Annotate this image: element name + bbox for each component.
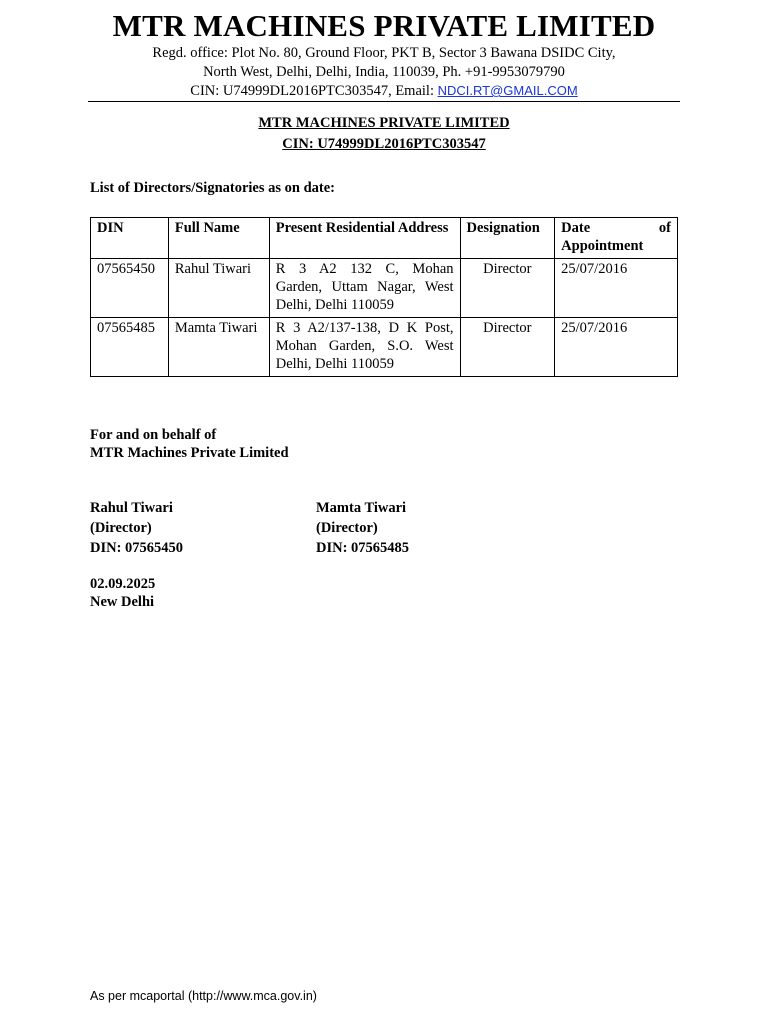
cell-designation: Director	[460, 318, 555, 377]
column-header-date-of-appointment	[555, 218, 678, 259]
signatory-din: DIN: 07565485	[316, 540, 410, 556]
cin-email-line	[0, 82, 768, 100]
list-heading: List of Directors/Signatories as on date:	[90, 180, 335, 196]
column-header-address: Present Residential Address	[269, 218, 460, 259]
date-header-word: Date	[561, 220, 591, 236]
subheading-company-name: MTR MACHINES PRIVATE LIMITED	[258, 115, 510, 131]
date-header-appointment: Appointment	[561, 238, 644, 254]
company-name-title: MTR MACHINES PRIVATE LIMITED	[112, 8, 656, 43]
column-header-full-name: Full Name	[168, 218, 269, 259]
signatory-block-2	[316, 498, 409, 558]
cell-address: R 3 A2/137-138, D K Post, Mohan Garden, S.O. West Delhi, Delhi 110059	[269, 318, 460, 377]
signatory-block-1	[90, 498, 183, 558]
signatory-role: (Director)	[316, 520, 378, 536]
document-date: 02.09.2025	[90, 576, 156, 592]
directors-table	[90, 217, 678, 377]
cell-full-name: Mamta Tiwari	[168, 318, 269, 377]
footer-source-note: As per mcaportal (http://www.mca.gov.in)	[90, 989, 317, 1003]
registered-office-line: Regd. office: Plot No. 80, Ground Floor, PKT B, Sector 3 Bawana DSIDC City,	[152, 45, 616, 61]
table-header-row	[91, 218, 678, 259]
cell-din: 07565485	[91, 318, 169, 377]
date-header-of: of	[658, 220, 671, 236]
header-divider	[88, 101, 680, 102]
cell-din: 07565450	[91, 259, 169, 318]
cell-full-name: Rahul Tiwari	[168, 259, 269, 318]
on-behalf-line: For and on behalf of	[90, 427, 217, 443]
column-header-din: DIN	[91, 218, 169, 259]
cell-designation: Director	[460, 259, 555, 318]
cin-email-prefix: CIN: U74999DL2016PTC303547, Email:	[190, 83, 438, 99]
column-header-designation: Designation	[460, 218, 555, 259]
table-row	[91, 318, 678, 377]
cell-address: R 3 A2 132 C, Mohan Garden, Uttam Nagar, West Delhi, Delhi 110059	[269, 259, 460, 318]
signatory-din: DIN: 07565450	[90, 540, 184, 556]
date-place-block	[90, 575, 155, 611]
document-place: New Delhi	[90, 594, 155, 610]
on-behalf-company: MTR Machines Private Limited	[90, 445, 289, 461]
cell-date-of-appointment: 25/07/2016	[555, 259, 678, 318]
table-row	[91, 259, 678, 318]
email-link[interactable]: NDCI.RT@GMAIL.COM	[437, 83, 578, 98]
signatory-role: (Director)	[90, 520, 152, 536]
signatory-name: Rahul Tiwari	[90, 500, 173, 516]
subheading-cin: CIN: U74999DL2016PTC303547	[282, 136, 486, 152]
address-phone-line: North West, Delhi, Delhi, India, 110039, Ph. +91-9953079790	[203, 64, 565, 80]
cell-date-of-appointment: 25/07/2016	[555, 318, 678, 377]
signatory-name: Mamta Tiwari	[316, 500, 407, 516]
